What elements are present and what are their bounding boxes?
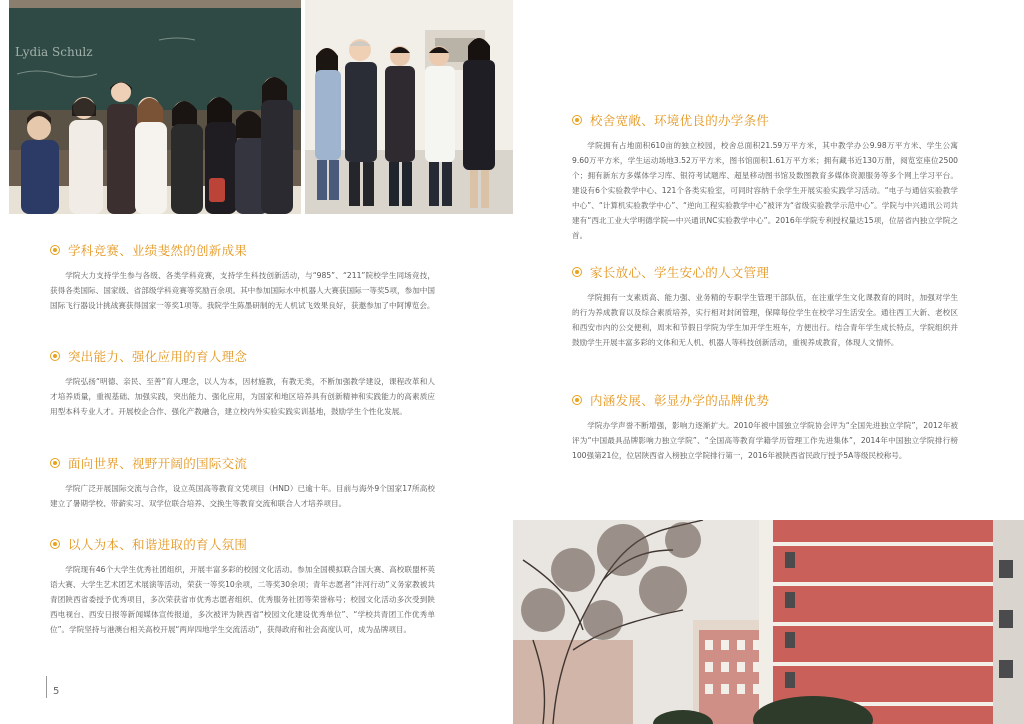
section-body: 学院广泛开展国际交流与合作，设立英国高等教育文凭项目（HND）已逾十年。目前与海外9个国家17所高校建立了暑期学校、带薪实习、双学位联合培养、交换生等教育交流和联合人才培养项目。 xyxy=(50,484,435,508)
section-student-management xyxy=(572,262,958,350)
section-title: 内涵发展、彰显办学的品牌优势 xyxy=(590,393,770,408)
visitors-group-photo xyxy=(305,0,513,214)
section-title: 面向世界、视野开阔的国际交流 xyxy=(68,456,248,471)
section-bullet-icon xyxy=(572,267,582,277)
section-campus-culture xyxy=(50,534,435,637)
section-education-philosophy xyxy=(50,346,435,419)
section-bullet-icon xyxy=(50,539,60,549)
section-brand-advantage xyxy=(572,390,958,463)
section-competitions xyxy=(50,240,435,313)
section-body: 学院办学声誉不断增强，影响力逐渐扩大。2010年被中国独立学院协会评为“全国先进独立学院”，2012年被评为“中国最具品牌影响力独立学院”、“全国高等教育学籍学历管理工作先进集体”，2014年中国独立学院排行榜100强第21位，位居陕西省入榜独立学院排行第一，2016年被陕西省民政厅授予5A等级民校称号。 xyxy=(572,421,958,460)
section-title: 学科竞赛、业绩斐然的创新成果 xyxy=(68,243,248,258)
section-international-exchange xyxy=(50,453,435,511)
classroom-group-photo xyxy=(9,0,301,214)
section-body: 学院弘扬“明德、亲民、至善”育人理念，以人为本，因材施教，有教无类，不断加强教学建设，课程改革和人才培养质量，重视基础、加强实践，突出能力、强化应用，为国家和地区培养具有创新精神和实践能力的高素质应用型本科专业人才。开展校企合作、强化产教融合，建立校内外实验实践实训基地，鼓励学生个性化发展。 xyxy=(50,377,435,416)
section-bullet-icon xyxy=(572,115,582,125)
section-body: 学院现有46个大学生优秀社团组织，开展丰富多彩的校园文化活动。参加全国模拟联合国大赛、高校联盟杯英语大赛、大学生艺术团艺术展演等活动，荣获一等奖10余项，二等奖30余项；青年志愿者“沣河行动”义务家教被共青团陕西省委授予优秀项目，多次荣获省市优秀志愿者组织、优秀服务社团等荣誉称号；校园文化活动多次受到陕西电视台、西安日报等新闻媒体宣传报道，多次被评为陕西省“校园文化建设优秀单位”、“学校共青团工作优秀单位”。学院坚持与港澳台相关高校开展“两岸四地学生交流活动”，获得政府和社会高度认可，成为品牌项目。 xyxy=(50,565,435,634)
section-body: 学院大力支持学生参与各级、各类学科竞赛，支持学生科技创新活动，与“985”、“211”院校学生同场竞技，获得各类国际、国家级、省部级学科竞赛等奖励百余项。其中参加国际水中机器人大赛获国际一等奖5项，参加中国国际飞行器设计挑战赛获得国家一等奖1项等。我院学生陈墨研制的无人机试飞效果良好，获邀参加了中阿博览会。 xyxy=(50,271,435,310)
section-bullet-icon xyxy=(50,245,60,255)
chalkboard-text: Lydia Schulz xyxy=(15,45,93,59)
section-bullet-icon xyxy=(50,351,60,361)
section-bullet-icon xyxy=(572,395,582,405)
section-title: 校舍宽敞、环境优良的办学条件 xyxy=(590,113,770,128)
section-title: 突出能力、强化应用的育人理念 xyxy=(68,349,248,364)
section-body: 学院拥有占地面积610亩的独立校园，校舍总面积21.59万平方米，其中教学办公9.98万平方米、学生公寓9.60万平方米，学生运动场地3.52万平方米，图书馆面积1.61万平方米；拥有藏书近130万册，阅览室座位2500个；拥有新东方多媒体学习库、银符考试题库、超星移动图书馆及数图教育多媒体资源服务等多个网上学习平台。建设有6个实验教学中心、121个各类实验室，可同时容纳千余学生开展实验实践学习活动。“电子与通信实验教学中心”、“计算机实验教学中心”、“逆向工程实验教学中心”被评为“省级实验教学示范中心”。学院与中兴通讯公司共建有“西北工业大学明德学院—中兴通讯NC实验教学中心”。2016年学院专利授权量达15项，位居省内独立学院之首。 xyxy=(572,141,958,240)
section-title: 家长放心、学生安心的人文管理 xyxy=(590,265,770,280)
section-title: 以人为本、和谐进取的育人氛围 xyxy=(68,537,248,552)
page-number: 5 xyxy=(53,686,60,697)
campus-building-photo xyxy=(513,520,1024,724)
section-body: 学院拥有一支素质高、能力强、业务精的专职学生管理干部队伍，在注重学生文化课教育的同时，加强对学生的行为养成教育以及综合素质培养，实行相对封闭管理，保障每位学生在校学习生活安全。通往西工大新、老校区和西安市内的公交便利，周末和节假日学院为学生加开学生班车，方便出行。结合青年学生成长特点，学院组织并鼓励学生开展丰富多彩的文体和无人机、机器人等科技创新活动，重视养成教育，体现人文情怀。 xyxy=(572,293,958,347)
section-bullet-icon xyxy=(50,458,60,468)
section-facilities xyxy=(572,110,958,243)
page-number-rule xyxy=(46,676,47,698)
